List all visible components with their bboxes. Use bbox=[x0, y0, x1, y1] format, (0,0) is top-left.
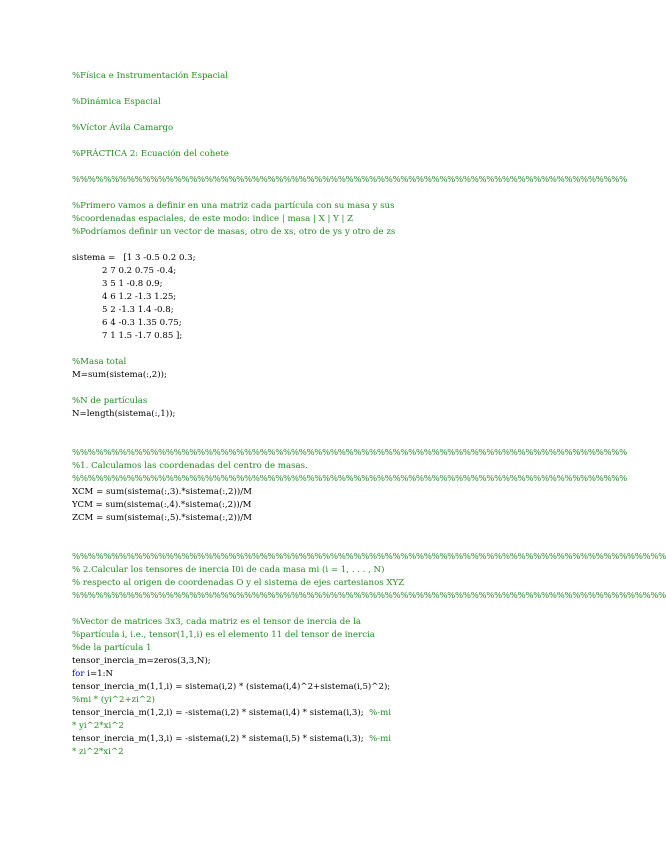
blank-line bbox=[72, 135, 592, 148]
comment-line: * yi^2*xi^2 bbox=[72, 721, 124, 731]
code-line: 2 7 0.2 0.75 -0.4; bbox=[72, 266, 177, 276]
code-line: sistema = [1 3 -0.5 0.2 0.3; bbox=[72, 253, 196, 263]
keyword: for bbox=[72, 669, 85, 679]
code-line: 6 4 -0.3 1.35 0.75; bbox=[72, 318, 182, 328]
code-line: tensor_inercia_m=zeros(3,3,N); bbox=[72, 656, 211, 666]
blank-line bbox=[72, 343, 592, 356]
comment-line: %partícula i, i.e., tensor(1,1,i) es el elemento 11 del tensor de inercia bbox=[72, 630, 375, 640]
comment-line: % respecto al origen de coordenadas O y el sistema de ejes cartesianos XYZ bbox=[72, 578, 405, 588]
blank-line bbox=[72, 421, 592, 434]
comment-line: %Podríamos definir un vector de masas, otro de xs, otro de ys y otro de zs bbox=[72, 227, 396, 237]
comment-line: %Primero vamos a definir en una matriz cada partícula con su masa y sus bbox=[72, 201, 395, 211]
code-text: tensor_inercia_m(1,2,i) = -sistema(i,2) * sistema(i,4) * sistema(i,3); bbox=[72, 708, 370, 718]
code-line bbox=[72, 733, 592, 746]
comment-line: %Física e Instrumentación Espacial bbox=[72, 71, 229, 81]
code-line: XCM = sum(sistema(:,3).*sistema(:,2))/M bbox=[72, 487, 252, 497]
code-line: ZCM = sum(sistema(:,5).*sistema(:,2))/M bbox=[72, 513, 252, 523]
blank-line bbox=[72, 538, 592, 551]
comment-line: %de la partícula 1 bbox=[72, 643, 152, 653]
comment-line: %1. Calculamos las coordenadas del centro de masas. bbox=[72, 461, 308, 471]
code-line: 4 6 1.2 -1.3 1.25; bbox=[72, 292, 177, 302]
comment-line: %Masa total bbox=[72, 357, 127, 367]
comment-line: %N de partículas bbox=[72, 396, 148, 406]
comment-line: %Vector de matrices 3x3, cada matriz es el tensor de inercia de la bbox=[72, 617, 361, 627]
code-line: N=length(sistema(:,1)); bbox=[72, 409, 176, 419]
blank-line bbox=[72, 187, 592, 200]
comment-line: %Dinámica Espacial bbox=[72, 97, 161, 107]
code-line: tensor_inercia_m(1,1,i) = sistema(i,2) * (sistema(i,4)^2+sistema(i,5)^2); bbox=[72, 682, 391, 692]
blank-line bbox=[72, 603, 592, 616]
code-text: i=1:N bbox=[84, 669, 114, 679]
blank-line bbox=[72, 239, 592, 252]
section-separator: %%%%%%%%%%%%%%%%%%%%%%%%%%%%%%%%%%%%%%%%%%%%%%%%%%%%%%%%%%%%%%%%%%%%%%%%%%%% bbox=[72, 552, 666, 562]
section-separator: %%%%%%%%%%%%%%%%%%%%%%%%%%%%%%%%%%%%%%%%%%%%%%%%%%%%%%%%%%%%%%%%%%%%%%%%%%%% bbox=[72, 591, 666, 601]
blank-line bbox=[72, 161, 592, 174]
code-line bbox=[72, 707, 592, 720]
code-line: 5 2 -1.3 1.4 -0.8; bbox=[72, 305, 174, 315]
comment-line: * zi^2*xi^2 bbox=[72, 747, 124, 757]
comment-line: %mi * (yi^2+zi^2) bbox=[72, 695, 155, 705]
comment-line: %PRÁCTICA 2: Ecuación del cohete bbox=[72, 149, 229, 159]
matlab-code-document bbox=[72, 70, 666, 759]
section-separator: %%%%%%%%%%%%%%%%%%%%%%%%%%%%%%%%%%%%%%%%%%%%%%%%%%%%%%%%%%%%%%%%%%%%%%% bbox=[72, 474, 627, 484]
blank-line bbox=[72, 382, 592, 395]
section-separator: %%%%%%%%%%%%%%%%%%%%%%%%%%%%%%%%%%%%%%%%%%%%%%%%%%%%%%%%%%%%%%%%%%%%%%% bbox=[72, 448, 627, 458]
code-line bbox=[72, 668, 592, 681]
code-line: 7 1 1.5 -1.7 0.85 ]; bbox=[72, 331, 183, 341]
blank-line bbox=[72, 525, 592, 538]
comment-line: % 2.Calcular los tensores de inercia I0i de cada masa mi (i = 1, . . . , N) bbox=[72, 565, 385, 575]
code-line: 3 5 1 -0.8 0.9; bbox=[72, 279, 163, 289]
code-text: tensor_inercia_m(1,3,i) = -sistema(i,2) * sistema(i,5) * sistema(i,3); bbox=[72, 734, 370, 744]
comment-line: %Víctor Ávila Camargo bbox=[72, 123, 174, 133]
blank-line bbox=[72, 434, 592, 447]
code-line: YCM = sum(sistema(:,4).*sistema(:,2))/M bbox=[72, 500, 252, 510]
comment-line: %coordenadas espaciales, de este modo: indice | masa | X | Y | Z bbox=[72, 214, 354, 224]
comment-text: %-mi bbox=[369, 708, 392, 718]
blank-line bbox=[72, 83, 592, 96]
blank-line bbox=[72, 109, 592, 122]
comment-text: %-mi bbox=[369, 734, 392, 744]
section-separator: %%%%%%%%%%%%%%%%%%%%%%%%%%%%%%%%%%%%%%%%%%%%%%%%%%%%%%%%%%%%%%%%%%%%%%% bbox=[72, 175, 627, 185]
code-line: M=sum(sistema(:,2)); bbox=[72, 370, 167, 380]
